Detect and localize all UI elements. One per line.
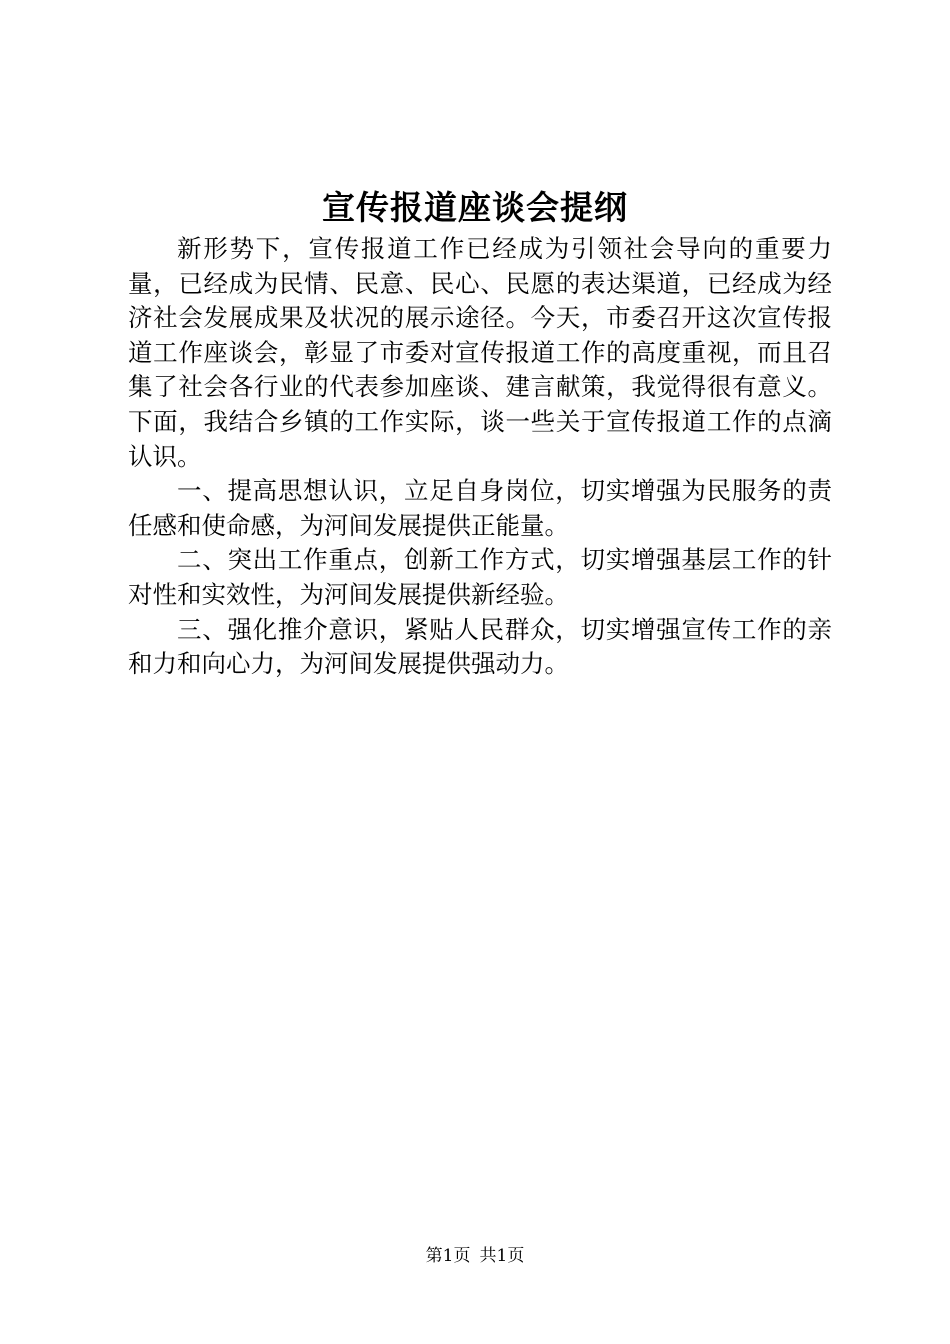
paragraph-point-2: 二、突出工作重点，创新工作方式，切实增强基层工作的针对性和实效性，为河间发展提供新经验。	[128, 545, 832, 609]
paragraph-point-3: 三、强化推介意识，紧贴人民群众，切实增强宣传工作的亲和力和向心力，为河间发展提供强动力。	[128, 614, 832, 679]
page-number: 第1页	[425, 1246, 471, 1266]
document-body	[128, 232, 832, 682]
paragraph-point-1: 一、提高思想认识，立足自身岗位，切实增强为民服务的责任感和使命感，为河间发展提供正能量。	[128, 476, 832, 540]
paragraph-intro: 新形势下，宣传报道工作已经成为引领社会导向的重要力量，已经成为民情、民意、民心、民愿的表达渠道，已经成为经济社会发展成果及状况的展示途径。今天，市委召开这次宣传报道工作座谈会，彰显了市委对宣传报道工作的高度重视，而且召集了社会各行业的代表参加座谈、建言献策，我觉得很有意义。下面，我结合乡镇的工作实际，谈一些关于宣传报道工作的点滴认识。	[128, 234, 832, 471]
total-pages: 共1页	[479, 1246, 525, 1266]
page-footer	[0, 1244, 950, 1268]
document-title: 宣传报道座谈会提纲	[322, 188, 628, 227]
